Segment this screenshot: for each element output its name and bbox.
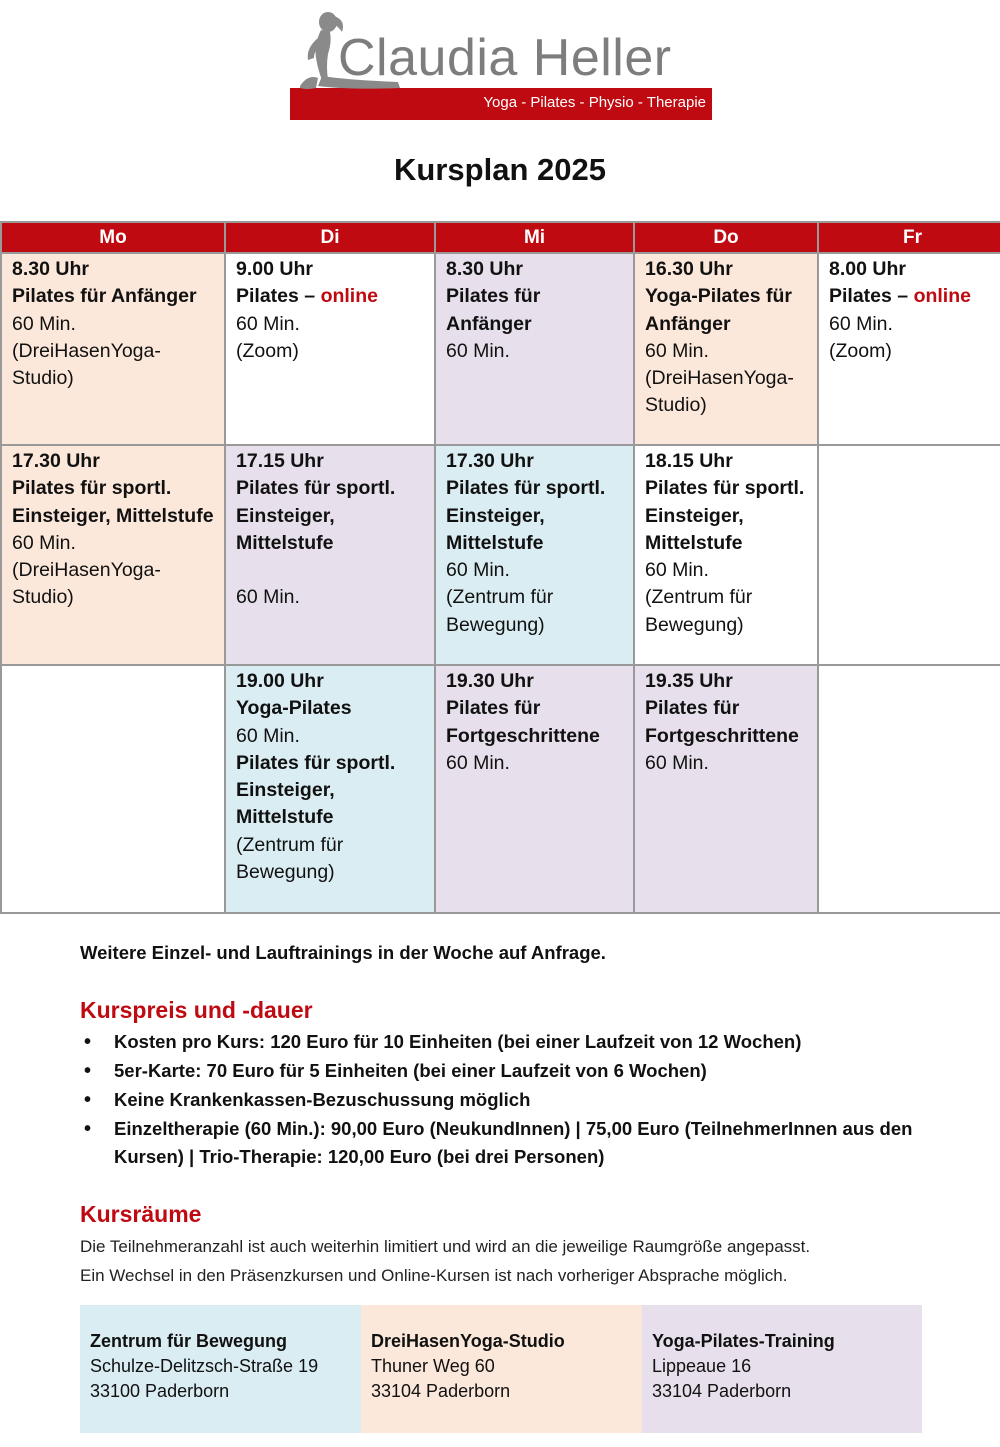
course-time: 16.30 Uhr: [645, 258, 733, 280]
course-cell: [435, 253, 634, 445]
day-header-do: Do: [634, 222, 818, 253]
address-street: Thuner Weg 60: [371, 1356, 495, 1376]
address-name: Yoga-Pilates-Training: [652, 1331, 835, 1351]
price-item: • Kosten pro Kurs: 120 Euro für 10 Einheiten (bei einer Laufzeit von 12 Wochen): [80, 1028, 920, 1056]
empty-cell: [1, 665, 225, 913]
address-name: Zentrum für Bewegung: [90, 1331, 287, 1351]
course-duration: 60 Min.: [645, 339, 709, 362]
course-name: Pilates für Fortgeschrittene: [645, 697, 799, 747]
course-duration: 60 Min.: [12, 312, 76, 335]
course-time: 8.00 Uhr: [829, 258, 906, 280]
price-list: [80, 1028, 920, 1172]
schedule-table: [0, 221, 1000, 914]
course-place: (DreiHasenYoga-Studio): [12, 339, 161, 390]
course-time: 19.35 Uhr: [645, 670, 733, 692]
course-place: (Zentrum für Bewegung): [236, 833, 344, 884]
course-cell: [225, 665, 435, 913]
course-place: (Zoom): [829, 339, 892, 362]
day-header-fr: Fr: [818, 222, 1000, 253]
course-time: 17.15 Uhr: [236, 450, 324, 472]
schedule-note: Weitere Einzel- und Lauftrainings in der Woche auf Anfrage.: [80, 942, 606, 963]
course-place: (DreiHasenYoga-Studio): [645, 367, 794, 417]
address-card: [642, 1305, 922, 1433]
prices-heading: Kurspreis und -dauer: [80, 997, 313, 1023]
course-name: Pilates für sportl. Einsteiger, Mittelstufe: [12, 477, 214, 527]
course-duration: 60 Min.: [236, 586, 300, 609]
course-duration: 60 Min.: [645, 559, 709, 582]
address-name: DreiHasenYoga-Studio: [371, 1331, 565, 1351]
course-duration: 60 Min.: [446, 339, 510, 362]
address-street: Lippeaue 16: [652, 1356, 752, 1376]
course-place: (Zentrum für Bewegung): [645, 586, 753, 636]
table-header-row: [1, 222, 1000, 253]
day-header-di: Di: [225, 222, 435, 253]
table-row: [1, 445, 1000, 665]
course-name-secondary: Pilates für sportl. Einsteiger, Mittelstufe: [236, 751, 396, 829]
course-name: Yoga-Pilates für Anfänger: [645, 285, 793, 335]
address-city: 33104 Paderborn: [652, 1381, 792, 1401]
course-time: 19.30 Uhr: [446, 670, 534, 692]
course-time: 9.00 Uhr: [236, 258, 313, 280]
page-title: Kursplan 2025: [394, 152, 606, 187]
address-city: 33100 Paderborn: [90, 1381, 230, 1401]
course-duration: 60 Min.: [12, 531, 76, 554]
day-header-mo: Mo: [1, 222, 225, 253]
course-duration: 60 Min.: [645, 751, 709, 774]
empty-cell: [818, 445, 1000, 665]
course-duration: 60 Min.: [236, 724, 300, 747]
table-row: [1, 665, 1000, 913]
course-time: 8.30 Uhr: [446, 258, 523, 280]
course-cell: [225, 253, 435, 445]
address-card: [361, 1305, 642, 1433]
course-place: (Zoom): [236, 339, 299, 362]
course-name: Pilates für sportl. Einsteiger, Mittelstufe: [446, 477, 606, 554]
course-name: Yoga-Pilates: [236, 697, 352, 720]
course-name: Pilates für Fortgeschrittene: [446, 697, 600, 747]
course-cell: [225, 445, 435, 665]
course-name: Pilates – online: [236, 285, 378, 308]
course-cell: [435, 445, 634, 665]
course-time: 8.30 Uhr: [12, 258, 89, 280]
empty-cell: [818, 665, 1000, 913]
course-place: (Zentrum für Bewegung): [446, 586, 554, 636]
logo-tagline: Yoga - Pilates - Physio - Therapie: [483, 94, 706, 111]
course-name: Pilates – online: [829, 285, 971, 308]
address-street: Schulze-Delitzsch-Straße 19: [90, 1356, 319, 1376]
price-item: • Einzeltherapie (60 Min.): 90,00 Euro (NeukundInnen) | 75,00 Euro (TeilnehmerInnen aus den Kursen) | Trio-Therapie: 120,00 Euro (bei drei Personen): [80, 1115, 920, 1171]
course-time: 17.30 Uhr: [12, 450, 100, 472]
rooms-description: [80, 1232, 810, 1290]
course-cell: [435, 665, 634, 913]
online-label: online: [320, 285, 378, 308]
course-cell: [634, 445, 818, 665]
course-duration: 60 Min.: [236, 312, 300, 335]
logo: [288, 8, 712, 118]
price-item: • Keine Krankenkassen-Bezuschussung möglich: [80, 1086, 920, 1114]
course-name: Pilates für Anfänger: [446, 285, 541, 335]
price-item: • 5er-Karte: 70 Euro für 5 Einheiten (bei einer Laufzeit von 6 Wochen): [80, 1057, 920, 1085]
rooms-heading: Kursräume: [80, 1201, 202, 1227]
day-header-mi: Mi: [435, 222, 634, 253]
course-duration: 60 Min.: [446, 559, 510, 582]
course-cell: [634, 253, 818, 445]
course-time: 19.00 Uhr: [236, 670, 324, 692]
course-name: Pilates für sportl. Einsteiger, Mittelstufe: [236, 477, 396, 554]
logo-name: Claudia Heller: [338, 29, 672, 87]
course-cell: [1, 445, 225, 665]
table-row: [1, 253, 1000, 445]
course-place: (DreiHasenYoga-Studio): [12, 559, 161, 609]
address-card: [80, 1305, 361, 1433]
course-cell: [634, 665, 818, 913]
course-time: 18.15 Uhr: [645, 450, 733, 472]
online-label: online: [913, 285, 971, 308]
course-duration: 60 Min.: [446, 751, 510, 774]
address-city: 33104 Paderborn: [371, 1381, 511, 1401]
rooms-line: Die Teilnehmeranzahl ist auch weiterhin limitiert und wird an die jeweilige Raumgröße angepasst.: [80, 1237, 811, 1256]
course-cell: [818, 253, 1000, 445]
course-time: 17.30 Uhr: [446, 450, 534, 472]
course-cell: [1, 253, 225, 445]
course-name: Pilates für sportl. Einsteiger, Mittelstufe: [645, 477, 805, 554]
rooms-line: Ein Wechsel in den Präsenzkursen und Online-Kursen ist nach vorheriger Absprache möglich.: [80, 1266, 788, 1285]
course-name: Pilates für Anfänger: [12, 285, 197, 308]
course-duration: 60 Min.: [829, 312, 893, 335]
